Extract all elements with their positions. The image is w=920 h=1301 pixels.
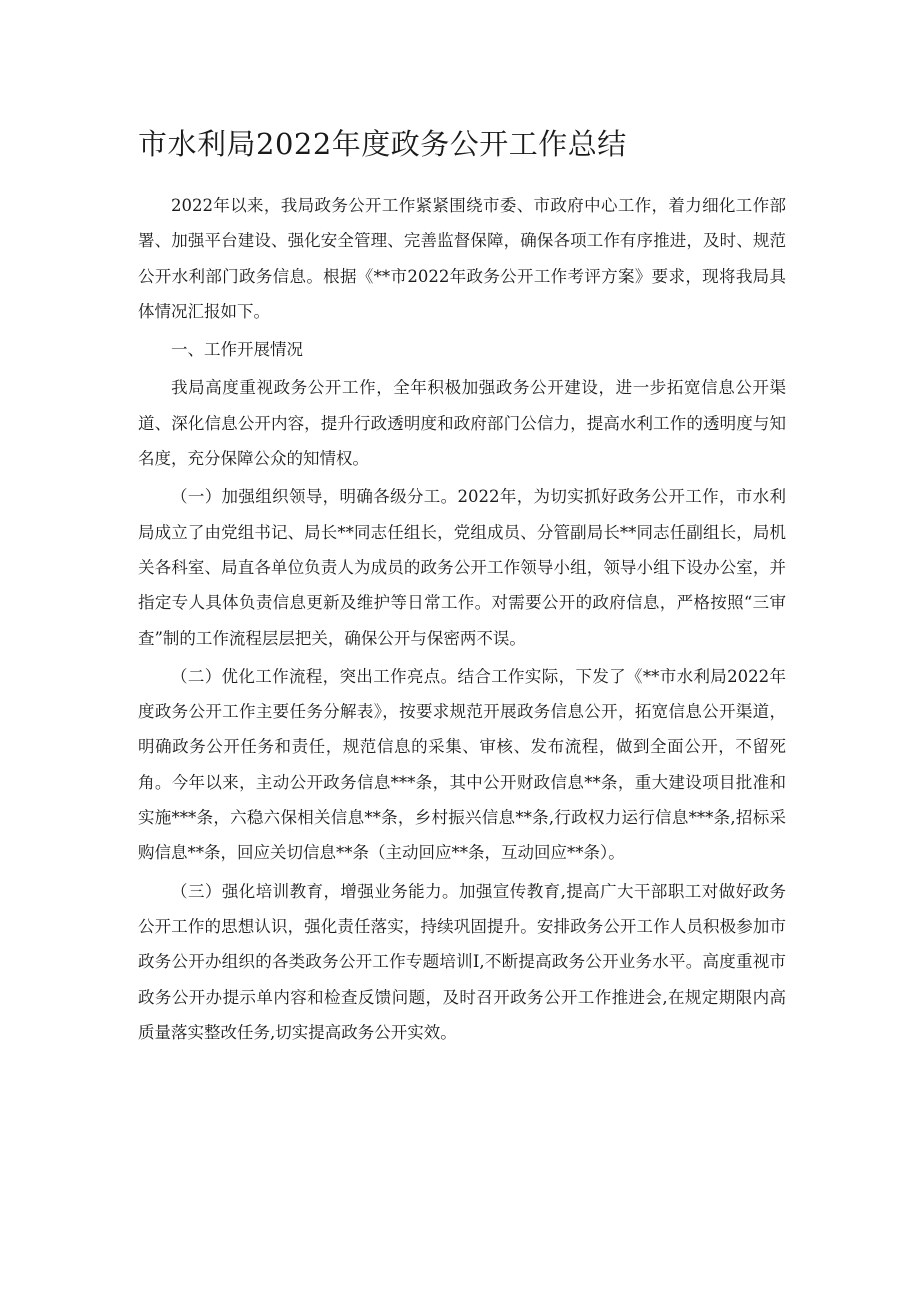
section-heading: 一、工作开展情况 (171, 340, 303, 360)
document-title: 市水利局2022年度政务公开工作总结 (138, 127, 627, 161)
body-paragraph: （一）加强组织领导，明确各级分工。2022年，为切实抓好政务公开工作，市水利局成立了由党组书记、局长**同志任组长，党组成员、分管副局长**同志任副组长，局机关各科室、局直各单位负责人为成员的政务公开工作领导小组，领导小组下设办公室，并指定专人具体负责信息更新及维护等日常工作。对需要公开的政府信息，严格按照“三审查”制的工作流程层层把关，确保公开与保密两不误。 (138, 487, 786, 648)
body-paragraph: 我局高度重视政务公开工作，全年积极加强政务公开建设，进一步拓宽信息公开渠道、深化信息公开内容，提升行政透明度和政府部门公信力，提高水利工作的透明度与知名度，充分保障公众的知情权。 (138, 378, 786, 469)
body-paragraph: （三）强化培训教育，增强业务能力。加强宣传教育,提高广大干部职工对做好政务公开工作的思想认识，强化责任落实，持续巩固提升。安排政务公开工作人员积极参加市政务公开办组织的各类政务公开工作专题培训I,不断提高政务公开业务水平。高度重视市政务公开办提示单内容和检查反馈问题，及时召开政务公开工作推进会,在规定期限内高质量落实整改任务,切实提高政务公开实效。 (138, 881, 786, 1042)
intro-paragraph: 2022年以来，我局政务公开工作紧紧围绕市委、市政府中心工作，着力细化工作部署、加强平台建设、强化安全管理、完善监督保障，确保各项工作有序推进，及时、规范公开水利部门政务信息。根据《**市2022年政务公开工作考评方案》要求，现将我局具体情况汇报如下。 (138, 196, 786, 321)
body-paragraph: （二）优化工作流程，突出工作亮点。结合工作实际，下发了《**市水利局2022年度政务公开工作主要任务分解表》，按要求规范开展政务信息公开，拓宽信息公开渠道，明确政务公开任务和责任，规范信息的采集、审核、发布流程，做到全面公开，不留死角。今年以来，主动公开政务信息***条，其中公开财政信息**条，重大建设项目批准和实施***条，六稳六保相关信息**条，乡村振兴信息**条,行政权力运行信息***条,招标采购信息**条，回应关切信息**条（主动回应**条，互动回应**条）。 (138, 666, 786, 863)
document-body (138, 188, 786, 1050)
